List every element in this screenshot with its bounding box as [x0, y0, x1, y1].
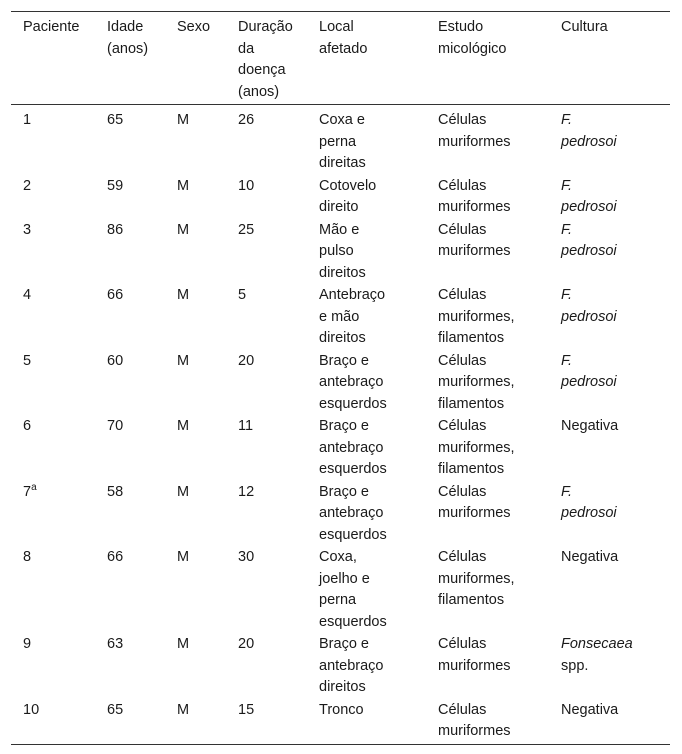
cell-duracao: 10 — [238, 177, 255, 194]
table-row — [11, 105, 670, 176]
cell-sexo: M — [177, 483, 190, 500]
species-name: F. pedrosoi — [561, 352, 617, 390]
cell-duracao: 20 — [238, 352, 255, 369]
culture-result: Negativa — [561, 418, 619, 434]
cell-local: Antebraço e mão direitos — [319, 287, 386, 346]
cell-estudo: Células muriformes — [438, 483, 511, 521]
cell-sexo: M — [177, 636, 190, 652]
cell-idade: 63 — [107, 636, 124, 652]
cell-idade: 65 — [107, 112, 124, 128]
cell-duracao: 15 — [238, 701, 255, 718]
species-name: F. pedrosoi — [561, 221, 617, 259]
cell-paciente: 5 — [23, 352, 32, 369]
header-sexo: Sexo — [177, 19, 211, 35]
cell-cultura — [561, 220, 670, 286]
culture-result: Negativa — [561, 701, 619, 718]
cell-duracao: 25 — [238, 221, 255, 238]
cell-sexo: M — [177, 112, 190, 128]
cell-estudo: Células muriformes, filamentos — [438, 418, 515, 477]
cell-local: Coxa, joelho e perna esquerdos — [319, 549, 387, 630]
cell-sexo: M — [177, 549, 190, 565]
cell-idade: 86 — [107, 221, 124, 238]
cell-paciente: 6 — [23, 418, 32, 434]
cell-local: Cotovelo direito — [319, 177, 377, 215]
cell-local: Braço e antebraço esquerdos — [319, 352, 387, 412]
cell-idade: 66 — [107, 549, 124, 565]
cell-idade: 59 — [107, 177, 124, 194]
cell-local: Mão e pulso direitos — [319, 221, 366, 281]
table-row — [11, 176, 670, 220]
cell-paciente: 4 — [23, 287, 32, 303]
header-duracao: Duração da doença (anos) — [238, 19, 293, 100]
cell-local: Braço e antebraço direitos — [319, 636, 384, 695]
table-row — [11, 634, 670, 700]
table-row — [11, 700, 670, 745]
cell-cultura — [561, 700, 670, 745]
cell-cultura — [561, 482, 670, 548]
header-cultura: Cultura — [561, 19, 608, 35]
cell-cultura — [561, 416, 670, 482]
cell-idade: 58 — [107, 483, 124, 500]
table-row — [11, 547, 670, 634]
cell-idade: 65 — [107, 701, 124, 718]
cell-cultura — [561, 634, 670, 700]
cell-idade: 60 — [107, 352, 124, 369]
table-row — [11, 416, 670, 482]
header-idade: Idade (anos) — [107, 19, 149, 57]
species-name: F. pedrosoi — [561, 112, 617, 150]
cell-duracao: 26 — [238, 112, 255, 128]
table-row — [11, 285, 670, 351]
culture-result: Negativa — [561, 549, 619, 565]
cell-paciente: 9 — [23, 636, 32, 652]
table-row — [11, 351, 670, 417]
patient-table-container — [11, 11, 670, 745]
cell-local: Braço e antebraço esquerdos — [319, 418, 387, 477]
header-row — [11, 12, 670, 105]
cell-paciente: 2 — [23, 177, 32, 194]
cell-estudo: Células muriformes — [438, 701, 511, 739]
cell-estudo: Células muriformes — [438, 112, 511, 150]
cell-local: Braço e antebraço esquerdos — [319, 483, 387, 543]
species-name: F. pedrosoi — [561, 177, 617, 215]
table-row — [11, 482, 670, 548]
footnote-marker: a — [31, 481, 37, 493]
cell-cultura — [561, 176, 670, 220]
species-name: F. pedrosoi — [561, 483, 617, 521]
species-name: F. pedrosoi — [561, 287, 617, 325]
cell-paciente: 8 — [23, 549, 32, 565]
header-estudo: Estudo micológico — [438, 19, 507, 57]
patient-table — [11, 11, 670, 745]
cell-idade: 66 — [107, 287, 124, 303]
cell-duracao: 12 — [238, 483, 255, 500]
culture-result: spp. — [561, 657, 589, 674]
cell-sexo: M — [177, 177, 190, 194]
cell-estudo: Células muriformes — [438, 221, 511, 259]
cell-sexo: M — [177, 287, 190, 303]
cell-cultura — [561, 547, 670, 634]
cell-cultura — [561, 351, 670, 417]
table-body — [11, 105, 670, 745]
table-header — [11, 12, 670, 105]
species-name: Fonsecaea — [561, 636, 633, 652]
cell-estudo: Células muriformes, filamentos — [438, 352, 515, 412]
cell-duracao: 20 — [238, 636, 255, 652]
cell-cultura — [561, 285, 670, 351]
header-local: Local afetado — [319, 19, 368, 57]
cell-estudo: Células muriformes — [438, 177, 511, 215]
cell-sexo: M — [177, 701, 190, 718]
cell-paciente: 3 — [23, 221, 32, 238]
cell-local: Coxa e perna direitas — [319, 112, 366, 171]
cell-sexo: M — [177, 352, 190, 369]
cell-estudo: Células muriformes, filamentos — [438, 549, 515, 608]
header-paciente: Paciente — [23, 19, 80, 35]
cell-duracao: 11 — [238, 418, 254, 434]
table-row — [11, 220, 670, 286]
cell-local: Tronco — [319, 701, 364, 718]
cell-duracao: 30 — [238, 549, 255, 565]
cell-estudo: Células muriformes — [438, 636, 511, 674]
cell-paciente: 10 — [23, 701, 40, 718]
cell-estudo: Células muriformes, filamentos — [438, 287, 515, 346]
cell-duracao: 5 — [238, 287, 247, 303]
cell-paciente: 7$^a$ — [23, 481, 37, 500]
cell-sexo: M — [177, 418, 190, 434]
cell-cultura — [561, 105, 670, 176]
cell-paciente: 1 — [23, 112, 32, 128]
cell-idade: 70 — [107, 418, 124, 434]
cell-sexo: M — [177, 221, 190, 238]
